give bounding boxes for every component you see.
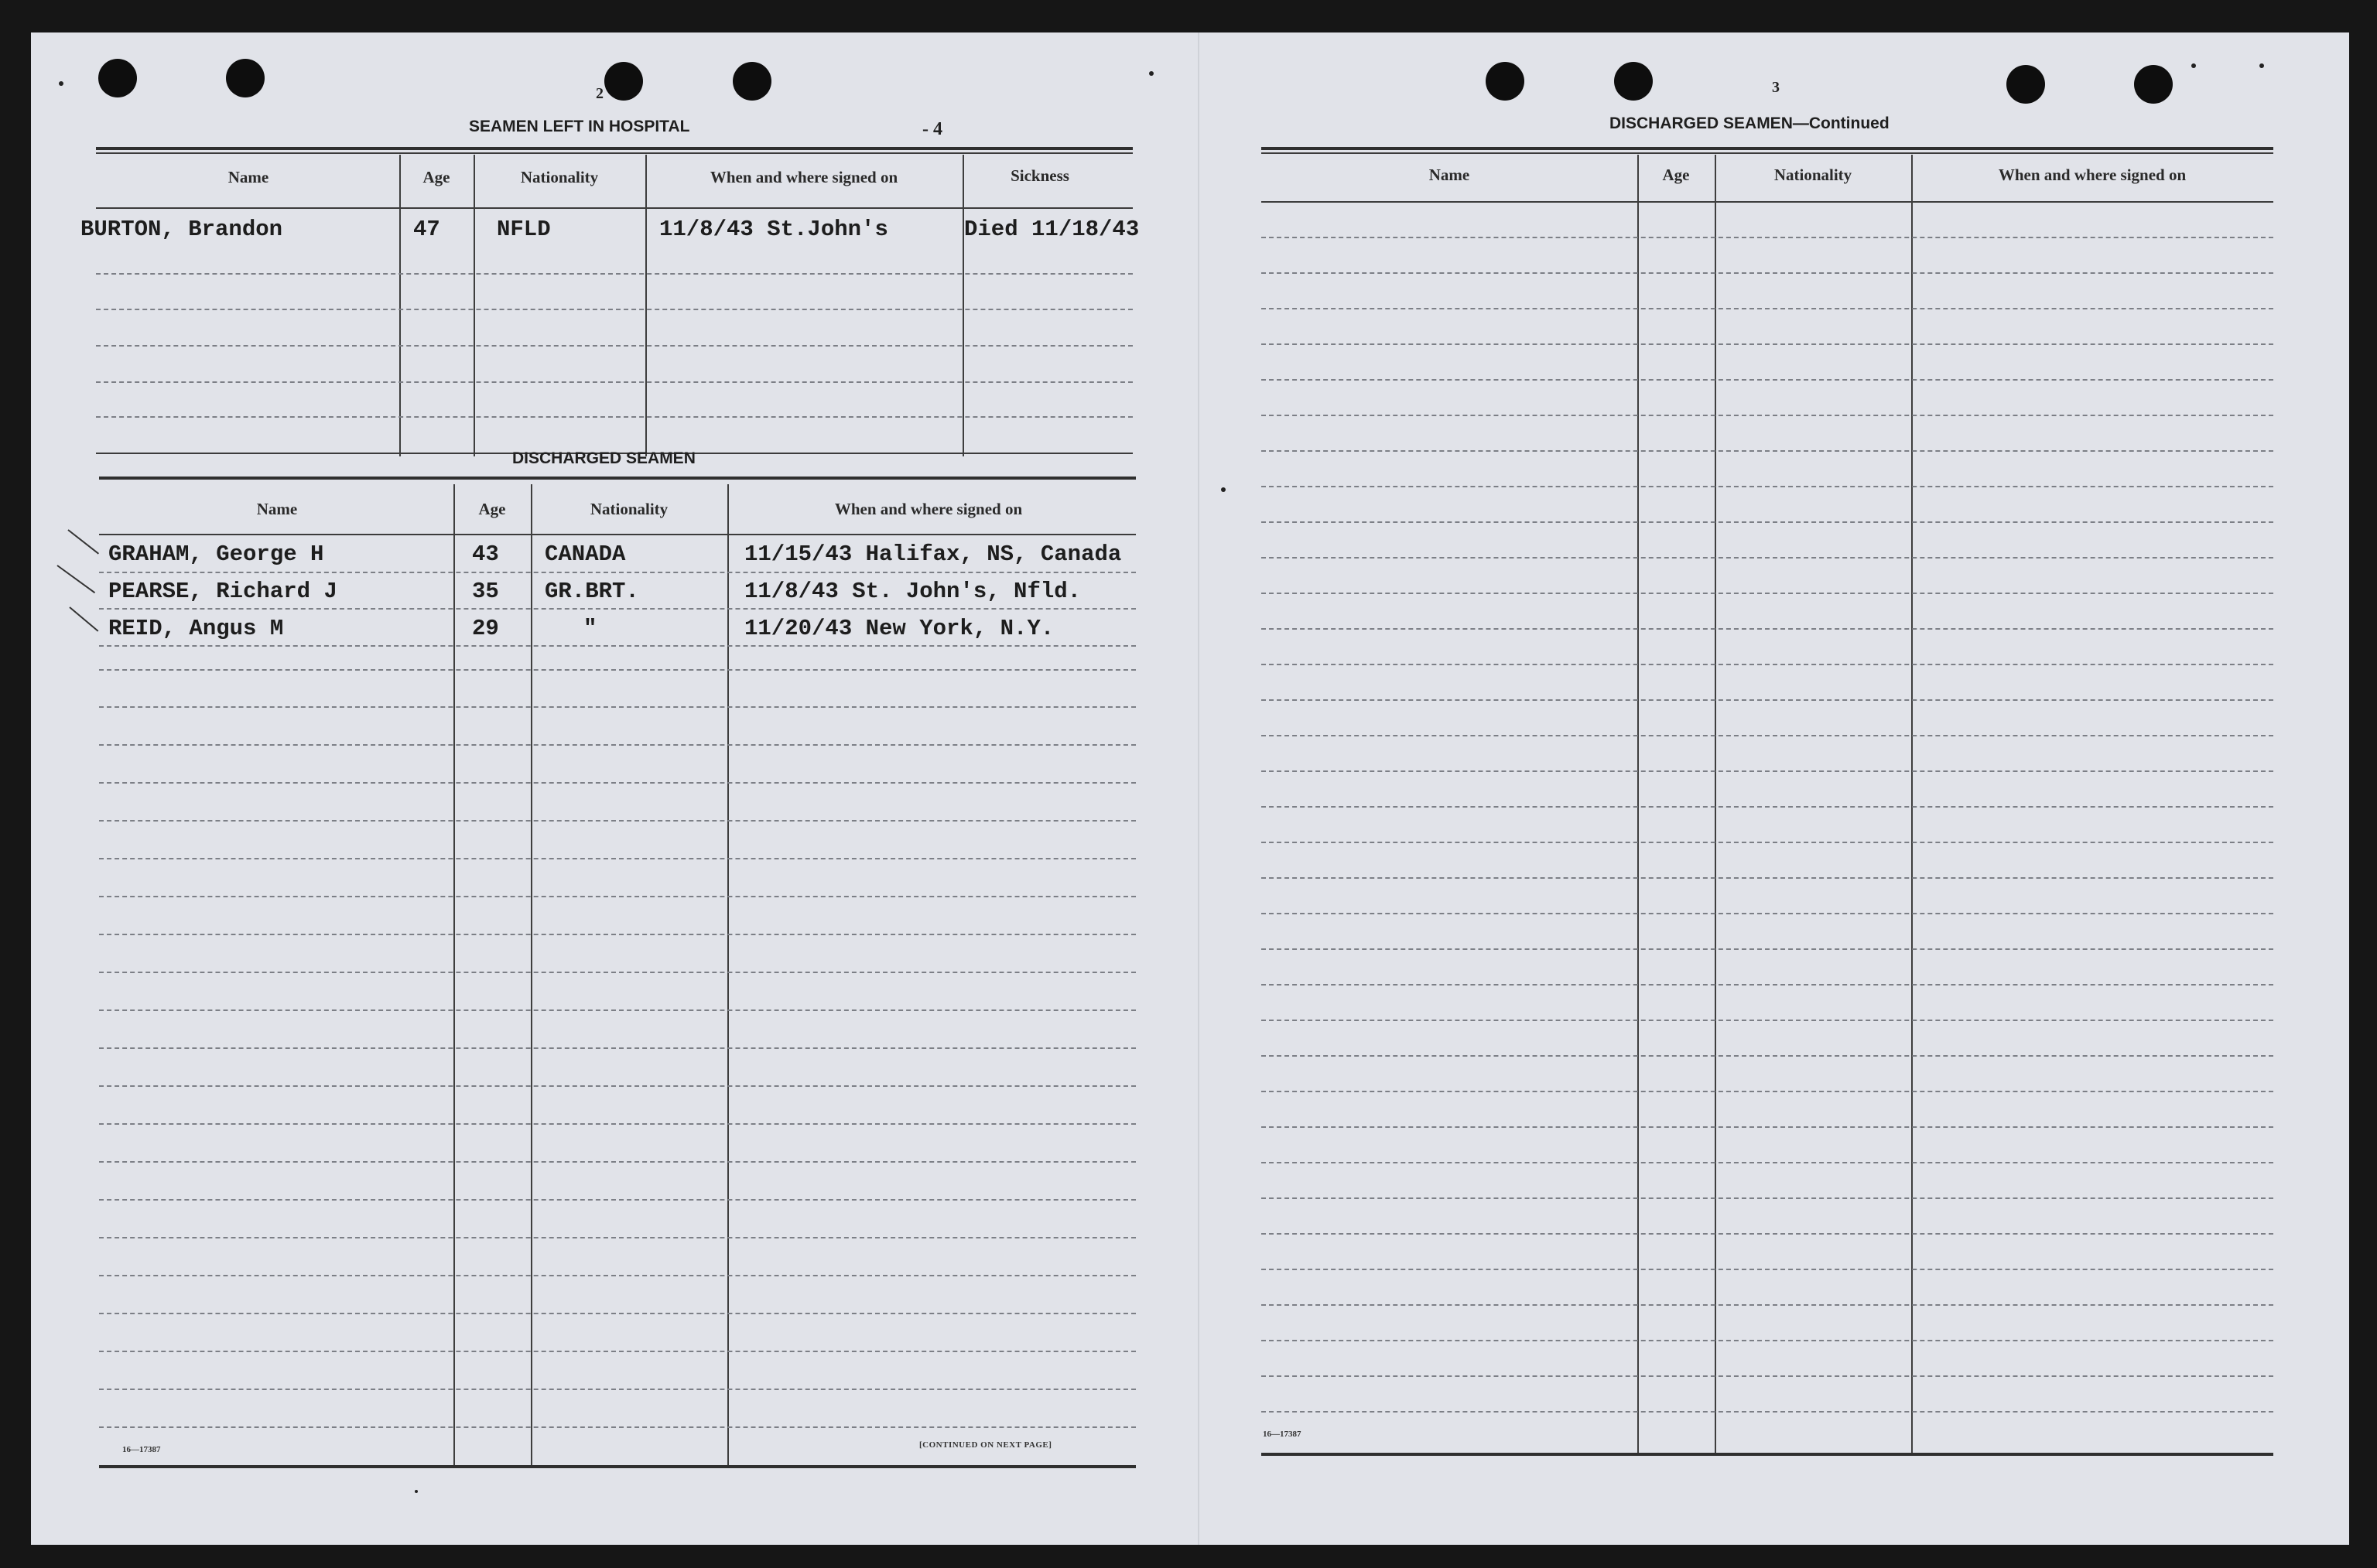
col-header-name: Name [227, 168, 269, 186]
col-header-sickness: Sickness [1011, 166, 1069, 185]
hospital-section-title: SEAMEN LEFT IN HOSPITAL [469, 118, 690, 135]
col-header-nationality: Nationality [520, 168, 599, 186]
table-cell-age: 35 [472, 579, 499, 604]
table-cell-signed-on: 11/20/43 New York, N.Y. [744, 616, 1055, 641]
punch-hole [98, 59, 137, 97]
table-cell-name: REID, Angus M [108, 616, 284, 641]
col-header-age: Age [478, 500, 506, 518]
table-cell-name: BURTON, Brandon [80, 217, 283, 242]
table-cell-nationality: " [583, 616, 597, 641]
col-header-nationality: Nationality [1773, 166, 1852, 184]
form-number: 16—17387 [122, 1445, 161, 1454]
table-cell-nationality: CANADA [545, 541, 626, 567]
table-cell-signed-on: 11/8/43 St. John's, Nfld. [744, 579, 1082, 604]
punch-hole [733, 62, 771, 101]
col-header-signed-on: When and where signed on [834, 500, 1023, 518]
margin-mark: - 4 [922, 119, 942, 139]
discharged-continued-title: DISCHARGED SEAMEN—Continued [1609, 114, 1890, 132]
scan-speck [59, 81, 63, 86]
col-header-signed-on: When and where signed on [710, 168, 898, 186]
form-number: 16—17387 [1263, 1430, 1301, 1439]
table-cell-nationality: NFLD [497, 217, 551, 242]
table-cell-signed-on: 11/8/43 St.John's [659, 217, 888, 242]
table-cell-age: 29 [472, 616, 499, 641]
scan-speck [1149, 71, 1154, 76]
page-number: 2 [596, 85, 604, 102]
table-cell-sickness: Died 11/18/43 [964, 217, 1140, 242]
col-header-name: Name [1428, 166, 1470, 184]
left-page [31, 32, 1199, 1545]
scanned-document [31, 32, 2349, 1545]
scan-speck [415, 1490, 418, 1493]
table-cell-age: 47 [413, 217, 440, 242]
punch-hole [226, 59, 265, 97]
right-page [1199, 32, 2349, 1545]
punch-hole [2006, 65, 2045, 104]
punch-hole [1486, 62, 1524, 101]
col-header-age: Age [422, 168, 450, 186]
page-number: 3 [1772, 79, 1780, 96]
discharged-section-title: DISCHARGED SEAMEN [512, 449, 696, 467]
col-header-nationality: Nationality [590, 500, 669, 518]
continued-note: [CONTINUED ON NEXT PAGE] [919, 1440, 1052, 1450]
table-cell-name: GRAHAM, George H [108, 541, 324, 567]
col-header-name: Name [256, 500, 298, 518]
col-header-age: Age [1662, 166, 1690, 184]
punch-hole [2134, 65, 2173, 104]
punch-hole [1614, 62, 1653, 101]
col-header-signed-on: When and where signed on [1998, 166, 2187, 184]
table-cell-age: 43 [472, 541, 499, 567]
scan-speck [2259, 63, 2264, 68]
table-cell-name: PEARSE, Richard J [108, 579, 337, 604]
scan-speck [2191, 63, 2196, 68]
table-cell-signed-on: 11/15/43 Halifax, NS, Canada [744, 541, 1122, 567]
punch-hole [604, 62, 643, 101]
table-cell-nationality: GR.BRT. [545, 579, 639, 604]
